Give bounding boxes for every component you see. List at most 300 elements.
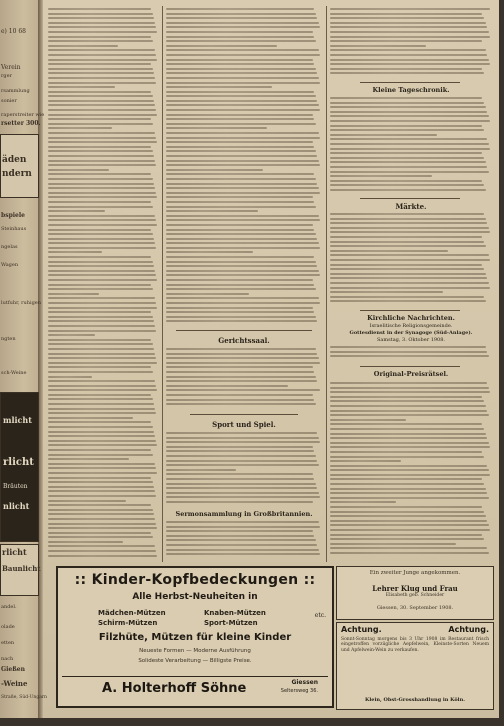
text-line [330,102,484,104]
text-line [330,423,482,425]
text-line [48,219,156,221]
text-line [48,523,156,525]
text-line [330,410,487,412]
text-line [48,421,151,423]
text-line [48,288,153,290]
section-rule [360,366,460,367]
text-line [330,148,490,150]
text-line [166,539,316,541]
text-line [48,63,151,65]
text-line [330,115,489,117]
text-line [48,72,154,74]
text-line [166,91,314,93]
left-fragment: rger [1,73,12,79]
text-line [48,17,154,19]
left-fragment: rlicht [3,457,34,468]
text-line [48,472,157,474]
text-line [166,192,320,194]
text-line [330,106,486,108]
text-line [166,49,319,51]
section-rule [176,330,312,331]
text-line [330,428,484,430]
text-line [330,175,432,177]
text-line [330,134,437,136]
text-line [48,22,155,24]
text-line [330,351,487,353]
text-line [48,8,151,10]
text-line [330,222,487,224]
text-line [330,282,489,284]
text-line [330,300,486,302]
text-line [166,521,319,523]
text-line [48,343,153,345]
text-line [166,224,313,226]
text-line [330,524,489,526]
text-line [330,400,484,402]
text-line [48,77,155,79]
text-line [330,54,487,56]
text-line [330,511,484,513]
text-line [48,481,153,483]
text-line [48,229,151,231]
text-line [48,86,115,88]
left-fragment: raperstreiter wie [1,112,45,118]
text-line [330,166,487,168]
text-line [166,26,320,28]
text-line [330,72,484,74]
left-fragment: ngelas [1,244,18,250]
text-line [330,125,482,127]
text-line [330,442,489,444]
left-fragment: e) 10 68 [1,28,26,35]
text-line [166,265,317,267]
advert-item: Knaben-Mützen [204,609,266,617]
text-line [166,526,320,528]
bottom-edge [0,718,504,726]
text-line [330,460,401,462]
text-line [48,26,156,28]
text-line [330,22,486,24]
text-line [166,36,314,38]
text-line [48,187,155,189]
text-line [48,127,112,129]
text-line [48,353,155,355]
text-line [166,242,319,244]
advert-firm [62,676,328,701]
advert-street: Seltersweg 36. [280,688,318,694]
text-line [48,178,153,180]
text-line [166,501,313,503]
text-line [48,297,155,299]
text-line [166,293,249,295]
text-line [330,129,484,131]
left-advert-box [0,134,39,198]
text-line [48,201,151,203]
text-line [330,49,486,51]
achtung-notice [336,622,494,710]
text-line [48,449,151,451]
column-3-text [330,382,492,560]
text-line [166,238,317,240]
text-line [48,114,157,116]
text-line [48,284,151,286]
text-line [330,157,484,159]
right-edge [499,0,504,726]
column-1-text [48,8,158,560]
text-line [48,164,156,166]
text-line [48,261,153,263]
text-line [166,201,314,203]
text-line [330,254,489,256]
left-fragment: sonier [1,98,17,104]
advert-line: Filzhüte, Mützen für kleine Kinder [98,632,292,643]
column-2-text [166,432,322,506]
text-line [166,270,319,272]
advert-title: :: Kinder-Kopfbedeckungen :: [74,572,316,588]
text-line [166,229,314,231]
text-line [48,417,133,419]
text-line [48,270,155,272]
advert-etc: etc. [314,612,326,619]
text-line [166,45,277,47]
text-line [48,242,155,244]
text-line [48,532,151,534]
text-line [48,513,154,515]
text-line [330,161,486,163]
text-line [330,543,456,545]
text-line [48,91,151,93]
advert-city: Giessen [291,679,318,686]
text-line [166,376,316,378]
text-line [166,385,288,387]
text-line [330,534,482,536]
text-line [330,231,490,233]
text-line [48,316,153,318]
text-line [330,273,486,275]
text-line [166,100,317,102]
text-line [330,291,443,293]
text-line [330,277,487,279]
text-line [330,184,484,186]
text-line [330,268,484,270]
text-line [48,389,157,391]
text-line [330,26,487,28]
text-line [166,150,316,152]
text-line [330,478,482,480]
text-line [48,325,155,327]
text-line [48,555,157,557]
text-line [48,100,154,102]
text-line [330,387,489,389]
left-fragment: rlicht [2,547,27,557]
left-fragment: Steinhaus [1,226,27,232]
section-rule [190,414,298,415]
text-line [166,13,316,15]
text-line [48,293,99,295]
text-line [48,118,151,120]
column-3-text [330,8,492,78]
text-line [166,256,314,258]
text-line [166,141,313,143]
text-line [166,123,316,125]
text-line [48,302,156,304]
left-fragment: mlicht [3,415,32,425]
text-line [166,137,320,139]
text-line [330,13,482,15]
text-line [166,307,313,309]
advert-small-1: Neueste Formen — Moderne Ausführung [139,648,251,654]
text-line [166,460,317,462]
text-line [166,160,319,162]
column-2-text [166,8,322,326]
text-line [166,63,314,65]
section-rule [360,310,460,311]
text-line [166,362,320,364]
text-line [330,120,490,122]
text-line [330,259,490,261]
text-line [330,8,490,10]
text-line [48,385,156,387]
text-line [330,152,482,154]
text-line [330,241,484,243]
text-line [166,178,316,180]
text-line [330,218,486,220]
left-advert-box-2 [0,544,39,596]
text-line [330,552,489,554]
column-3-text [330,97,492,195]
text-line [330,63,490,65]
text-line [166,496,320,498]
text-line [166,215,319,217]
advert-list-right [204,608,266,628]
text-line [48,550,156,552]
text-line [166,403,316,405]
advert-item: Mädchen-Mützen [98,609,166,617]
text-line [48,196,157,198]
text-line [166,54,320,56]
advert-small-2: Solideste Verarbeitung — Billigste Preise. [138,658,252,664]
section-rule [360,82,460,83]
text-line [166,219,320,221]
achtung-right: Achtung. [448,625,489,634]
text-line [166,31,313,33]
left-fragment: rsetter 300. [1,120,41,127]
text-line [330,36,490,38]
text-line [330,40,482,42]
text-line [166,196,313,198]
text-line [48,95,153,97]
text-line [48,206,153,208]
heading-original-preisraetsel: Original-Preisrätsel. [373,370,449,378]
text-line [48,31,157,33]
advert-firm-address [281,679,318,695]
text-line [48,104,155,106]
text-line [48,132,155,134]
text-line [48,251,102,253]
text-line [48,500,126,502]
text-line [48,408,155,410]
text-line [330,497,489,499]
text-line [330,171,489,173]
text-line [330,31,489,33]
family-notice-date: Giessen, 30. September 1908. [376,605,454,611]
text-line [48,59,157,61]
column-3-text [330,346,492,364]
family-notice-sub: Elisabeth geb. Schneider [385,593,445,598]
text-line [48,518,155,520]
text-line [166,357,319,359]
text-line [166,82,320,84]
text-line [48,357,156,359]
text-line [166,118,314,120]
text-line [330,236,482,238]
advert-subtitle: Alle Herbst-Neuheiten in [132,592,258,602]
text-line [166,487,317,489]
text-line [166,492,319,494]
text-line [48,40,153,42]
text-line [166,86,272,88]
text-line [330,396,482,398]
left-fragment: -Weine [1,679,28,688]
text-line [48,371,153,373]
text-line [330,250,448,252]
left-dark-advert [0,392,39,542]
text-line [166,544,317,546]
text-line [330,189,486,191]
left-fragment: andel. [1,604,17,610]
text-line [48,334,95,336]
text-line [166,389,320,391]
text-line [330,469,489,471]
heading-maerkte: Märkte. [395,202,427,211]
left-fragment: ndern [2,169,32,179]
text-line [48,233,153,235]
text-line [48,183,154,185]
text-line [48,477,151,479]
text-line [166,59,313,61]
left-fragment: Baunlicht [2,564,41,573]
text-line [166,348,316,350]
text-line [330,474,490,476]
text-line [330,529,490,531]
text-line [48,541,123,543]
text-line [48,82,156,84]
text-line [330,538,484,540]
left-fragment: Wagen [1,262,19,268]
text-line [166,95,316,97]
text-line [166,77,319,79]
text-line [48,394,151,396]
text-line [330,296,484,298]
heading-kleine-tageschronik: Kleine Tageschronik. [372,86,450,94]
text-line [48,366,151,368]
family-notice-top: Ein zweiter Junge angekommen. [369,570,461,576]
advert-firm-name: A. Holterhoff Söhne [102,681,247,696]
text-line [48,444,157,446]
text-line [166,284,314,286]
text-line [330,465,487,467]
achtung-body: Sonnt-Sonntag morgens bis 3 Uhr 1908 im Restaurant frisch eingetroffen vorzügliche Aepfelwein, Kleinste-Sorten Neuem und Apfelwein-Wein zu verkaufen. [341,637,489,653]
column-divider [326,6,327,562]
text-line [166,206,316,208]
text-line [330,227,489,229]
heading-kirchliche-nachrichten: Kirchliche Nachrichten. [367,314,455,322]
text-line [166,320,317,322]
text-line [166,553,320,555]
text-line [48,123,153,125]
text-line [48,509,153,511]
text-line [166,210,258,212]
text-line [330,506,482,508]
text-line [166,22,319,24]
text-line [330,180,482,182]
text-line [330,515,486,517]
text-line [166,371,314,373]
text-line [330,488,486,490]
text-line [48,215,155,217]
text-line [48,504,151,506]
text-line [166,8,314,10]
left-fragment: rsammlung [1,88,30,94]
text-line [48,169,109,171]
text-line [48,45,118,47]
column-divider [162,6,163,562]
text-line [166,478,314,480]
text-line [48,412,156,414]
family-notice-names: Lehrer Klug und Frau [372,584,458,593]
text-line [166,114,313,116]
column-3-text [330,213,492,307]
text-line [48,339,151,341]
text-line [166,146,314,148]
text-line [330,68,482,70]
text-line [166,535,314,537]
text-line [48,279,157,281]
text-line [166,483,316,485]
text-line [48,348,154,350]
text-line [330,520,487,522]
text-line [166,183,317,185]
section-rule [360,198,460,199]
text-line [166,455,316,457]
text-line [48,380,155,382]
text-line [48,490,155,492]
text-line [330,419,406,421]
achtung-left: Achtung. [341,625,382,634]
text-line [166,353,317,355]
text-line [166,311,314,313]
text-line [48,146,151,148]
text-line [48,435,155,437]
text-line [48,150,153,152]
text-line [166,450,314,452]
text-line [48,495,156,497]
text-line [48,210,105,212]
text-line [330,547,487,549]
text-line [330,483,484,485]
heading-gerichtssaal: Gerichtssaal. [218,336,270,345]
text-line [166,399,314,401]
text-line [48,527,157,529]
text-line [48,49,155,51]
text-line [48,458,129,460]
text-line [48,307,157,309]
text-line [48,311,151,313]
text-line [166,549,319,551]
text-line [166,274,320,276]
text-line [48,141,157,143]
text-line [166,316,316,318]
